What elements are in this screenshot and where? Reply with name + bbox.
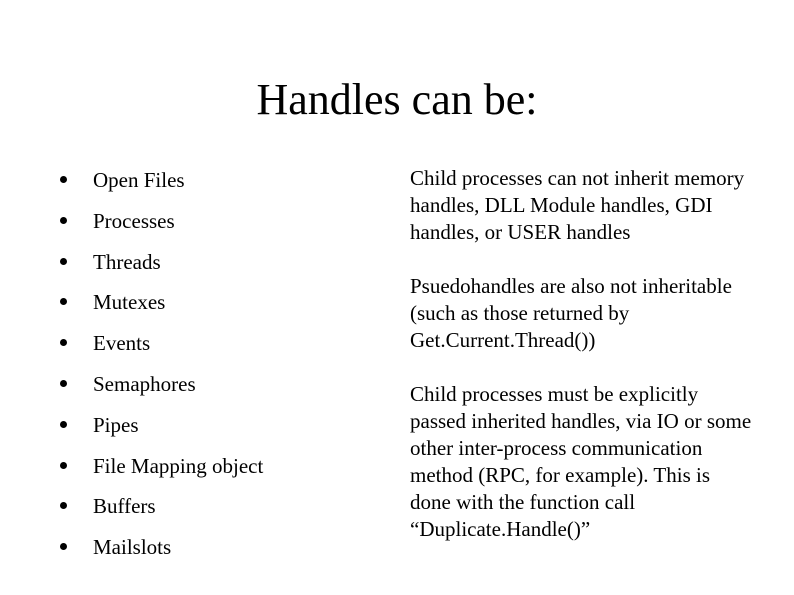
bullet-icon [60, 339, 67, 346]
bullet-icon [60, 380, 67, 387]
list-item [60, 489, 263, 530]
list-item-label: Events [93, 331, 151, 356]
list-item [60, 285, 263, 326]
bullet-icon [60, 176, 67, 183]
list-item [60, 204, 263, 245]
bullet-icon [60, 421, 67, 428]
bullet-icon [60, 258, 67, 265]
list-item-label: File Mapping object [93, 453, 264, 478]
bullet-icon [60, 298, 67, 305]
list-item [60, 449, 263, 490]
bullet-icon [60, 462, 67, 469]
list-item-label: Pipes [93, 412, 139, 437]
list-item-label: Open Files [93, 168, 185, 192]
list-item-label: Semaphores [93, 371, 196, 396]
note-paragraph: Child processes can not inherit memory handles, DLL Module handles, GDI handles, or USER handles [410, 166, 745, 244]
list-item [60, 408, 263, 449]
list-item [60, 163, 263, 204]
list-item-label: Buffers [93, 494, 156, 519]
list-item-label: Threads [93, 249, 161, 274]
list-item [60, 367, 263, 408]
list-item-label: Mailslots [93, 535, 172, 560]
note-paragraph: Psuedohandles are also not inheritable (such as those returned by Get.Current.Thread()) [410, 274, 732, 352]
note-paragraph: Child processes must be explicitly passed inherited handles, via IO or some other inter-process communication method (RPC, for example). This is done with the function call “Duplicate.Handle()” [410, 382, 752, 541]
inheritance-notes [410, 165, 755, 543]
list-item [60, 245, 263, 286]
list-item [60, 530, 263, 571]
list-item-label: Mutexes [93, 290, 166, 315]
list-item-label: Processes [93, 208, 175, 233]
bullet-icon [60, 502, 67, 509]
handle-types-list [60, 163, 263, 571]
bullet-icon [60, 543, 67, 550]
slide-title: Handles can be: [256, 75, 538, 124]
list-item [60, 326, 263, 367]
bullet-icon [60, 217, 67, 224]
